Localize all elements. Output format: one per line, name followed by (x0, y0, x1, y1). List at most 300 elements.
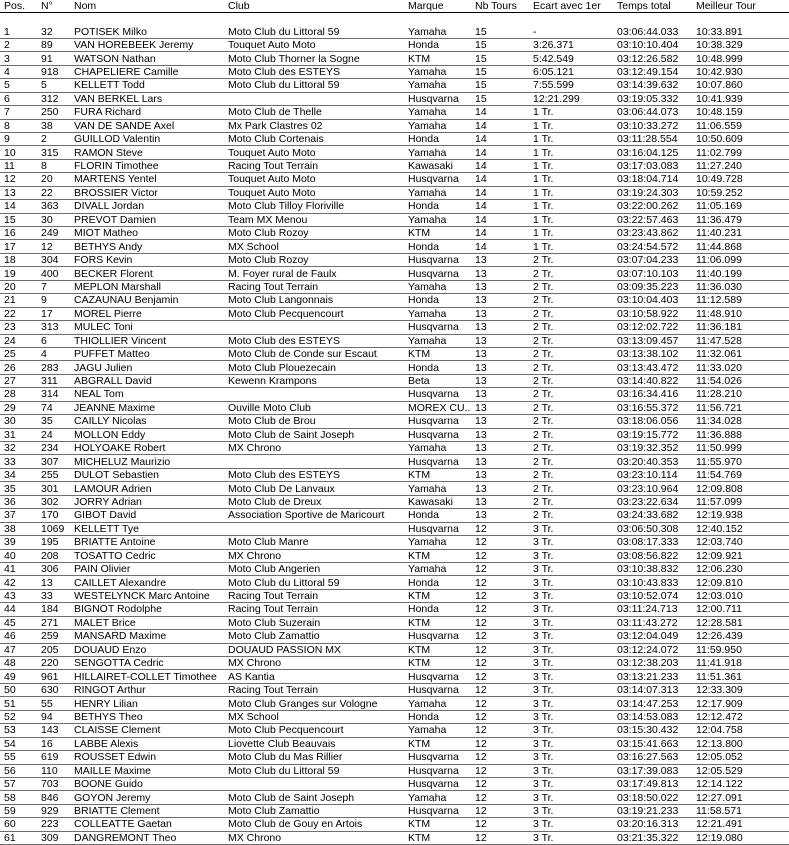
cell-brand: KTM (404, 589, 471, 602)
cell-name: LABBE Alexis (70, 737, 224, 750)
cell-pos: 26 (0, 361, 37, 374)
cell-laps: 14 (471, 240, 529, 253)
cell-number: 961 (37, 670, 70, 683)
cell-number: 143 (37, 724, 70, 737)
cell-name: RAMON Steve (70, 146, 224, 159)
cell-brand: Husqvarna (404, 764, 471, 777)
cell-pos: 32 (0, 442, 37, 455)
cell-number: 220 (37, 657, 70, 670)
table-row (0, 751, 789, 764)
cell-laps: 14 (471, 119, 529, 132)
cell-name: LAMOUR Adrien (70, 482, 224, 495)
cell-number: 110 (37, 764, 70, 777)
cell-number: 195 (37, 536, 70, 549)
table-row (0, 415, 789, 428)
cell-pos: 49 (0, 670, 37, 683)
cell-pos: 8 (0, 119, 37, 132)
cell-gap: - (529, 25, 613, 38)
cell-club: Team MX Menou (224, 213, 404, 226)
cell-brand: Honda (404, 576, 471, 589)
cell-total-time: 03:20:16.313 (613, 818, 692, 831)
cell-pos: 16 (0, 227, 37, 240)
cell-pos: 17 (0, 240, 37, 253)
cell-pos: 56 (0, 764, 37, 777)
cell-number: 255 (37, 468, 70, 481)
cell-gap: 1 Tr. (529, 186, 613, 199)
cell-gap: 3 Tr. (529, 616, 613, 629)
cell-club: Moto Club Pecquencourt (224, 307, 404, 320)
cell-gap: 1 Tr. (529, 132, 613, 145)
cell-gap: 2 Tr. (529, 307, 613, 320)
cell-best-lap: 12:17.909 (692, 697, 789, 710)
cell-pos: 57 (0, 777, 37, 790)
table-row (0, 468, 789, 481)
cell-laps: 12 (471, 791, 529, 804)
table-row (0, 186, 789, 199)
cell-club: Ouville Moto Club (224, 401, 404, 414)
cell-pos: 54 (0, 737, 37, 750)
cell-total-time: 03:23:43.862 (613, 227, 692, 240)
header-laps: Nb Tours (471, 0, 529, 13)
cell-number: 9 (37, 294, 70, 307)
cell-name: PUFFET Matteo (70, 347, 224, 360)
cell-name: MAILLE Maxime (70, 764, 224, 777)
cell-gap: 3 Tr. (529, 737, 613, 750)
cell-gap: 3 Tr. (529, 777, 613, 790)
cell-gap: 2 Tr. (529, 415, 613, 428)
cell-gap: 3 Tr. (529, 751, 613, 764)
cell-gap: 3 Tr. (529, 657, 613, 670)
cell-name: HENRY Lilian (70, 697, 224, 710)
cell-total-time: 03:22:00.262 (613, 200, 692, 213)
cell-gap: 2 Tr. (529, 361, 613, 374)
cell-club: Moto Club des ESTEYS (224, 65, 404, 78)
cell-number: 249 (37, 227, 70, 240)
cell-best-lap: 12:33.309 (692, 683, 789, 696)
cell-name: KELLETT Tye (70, 522, 224, 535)
table-row (0, 92, 789, 105)
cell-gap: 2 Tr. (529, 267, 613, 280)
cell-club: Racing Tout Terrain (224, 603, 404, 616)
cell-pos: 43 (0, 589, 37, 602)
cell-best-lap: 12:04.758 (692, 724, 789, 737)
cell-brand: Yamaha (404, 65, 471, 78)
cell-total-time: 03:16:27.563 (613, 751, 692, 764)
cell-brand: Yamaha (404, 791, 471, 804)
cell-total-time: 03:08:17.333 (613, 536, 692, 549)
cell-total-time: 03:10:33.272 (613, 119, 692, 132)
cell-gap: 2 Tr. (529, 388, 613, 401)
cell-brand: Yamaha (404, 307, 471, 320)
cell-laps: 12 (471, 710, 529, 723)
cell-number: 55 (37, 697, 70, 710)
cell-laps: 15 (471, 79, 529, 92)
cell-brand: KTM (404, 227, 471, 240)
cell-best-lap: 10:59.252 (692, 186, 789, 199)
cell-pos: 7 (0, 106, 37, 119)
cell-club: Moto Club Pecquencourt (224, 724, 404, 737)
cell-best-lap: 11:54.769 (692, 468, 789, 481)
cell-name: GOYON Jeremy (70, 791, 224, 804)
table-row (0, 347, 789, 360)
cell-gap: 3 Tr. (529, 683, 613, 696)
header-spacer (0, 13, 789, 26)
cell-club: Liovette Club Beauvais (224, 737, 404, 750)
cell-number: 302 (37, 495, 70, 508)
cell-brand: KTM (404, 549, 471, 562)
cell-name: BETHYS Theo (70, 710, 224, 723)
cell-pos: 2 (0, 38, 37, 51)
cell-club: Racing Tout Terrain (224, 683, 404, 696)
cell-total-time: 03:18:50.022 (613, 791, 692, 804)
cell-best-lap: 12:14.122 (692, 777, 789, 790)
cell-gap: 2 Tr. (529, 334, 613, 347)
cell-number: 91 (37, 52, 70, 65)
cell-best-lap: 12:06.230 (692, 562, 789, 575)
cell-best-lap: 11:56.721 (692, 401, 789, 414)
cell-gap: 2 Tr. (529, 468, 613, 481)
cell-best-lap: 12:40.152 (692, 522, 789, 535)
header-total-time: Temps total (613, 0, 692, 13)
table-row (0, 132, 789, 145)
cell-total-time: 03:07:10.103 (613, 267, 692, 280)
table-row (0, 495, 789, 508)
cell-club (224, 455, 404, 468)
cell-laps: 13 (471, 509, 529, 522)
cell-total-time: 03:12:26.582 (613, 52, 692, 65)
table-row (0, 616, 789, 629)
cell-number: 315 (37, 146, 70, 159)
cell-total-time: 03:11:24.713 (613, 603, 692, 616)
cell-number: 703 (37, 777, 70, 790)
cell-club: Moto Club de Saint Joseph (224, 791, 404, 804)
table-row (0, 562, 789, 575)
cell-total-time: 03:06:44.073 (613, 106, 692, 119)
cell-name: DOUAUD Enzo (70, 643, 224, 656)
cell-name: MEPLON Marshall (70, 280, 224, 293)
table-row (0, 52, 789, 65)
cell-total-time: 03:23:22.634 (613, 495, 692, 508)
cell-gap: 2 Tr. (529, 455, 613, 468)
cell-gap: 2 Tr. (529, 347, 613, 360)
table-row (0, 321, 789, 334)
cell-number: 38 (37, 119, 70, 132)
cell-best-lap: 10:50.609 (692, 132, 789, 145)
cell-pos: 33 (0, 455, 37, 468)
cell-total-time: 03:07:04.233 (613, 253, 692, 266)
table-row (0, 724, 789, 737)
cell-club: Moto Club des ESTEYS (224, 334, 404, 347)
cell-total-time: 03:10:52.074 (613, 589, 692, 602)
header-club: Club (224, 0, 404, 13)
cell-number: 16 (37, 737, 70, 750)
cell-club: Moto Club De Lanvaux (224, 482, 404, 495)
cell-name: RINGOT Arthur (70, 683, 224, 696)
cell-gap: 2 Tr. (529, 482, 613, 495)
cell-brand: Beta (404, 374, 471, 387)
table-row (0, 25, 789, 38)
cell-brand: Yamaha (404, 442, 471, 455)
cell-name: BOONE Guido (70, 777, 224, 790)
cell-laps: 13 (471, 442, 529, 455)
cell-club (224, 92, 404, 105)
cell-club: DOUAUD PASSION MX (224, 643, 404, 656)
cell-total-time: 03:10:38.832 (613, 562, 692, 575)
cell-pos: 9 (0, 132, 37, 145)
table-row (0, 710, 789, 723)
cell-number: 1069 (37, 522, 70, 535)
cell-laps: 12 (471, 643, 529, 656)
cell-gap: 2 Tr. (529, 294, 613, 307)
cell-pos: 48 (0, 657, 37, 670)
cell-number: 306 (37, 562, 70, 575)
cell-total-time: 03:14:07.313 (613, 683, 692, 696)
table-row (0, 294, 789, 307)
cell-gap: 1 Tr. (529, 106, 613, 119)
cell-laps: 14 (471, 213, 529, 226)
cell-total-time: 03:12:38.203 (613, 657, 692, 670)
table-row (0, 119, 789, 132)
cell-total-time: 03:12:49.154 (613, 65, 692, 78)
cell-gap: 6:05.121 (529, 65, 613, 78)
cell-best-lap: 12:19.080 (692, 831, 789, 844)
cell-laps: 14 (471, 227, 529, 240)
cell-total-time: 03:11:43.272 (613, 616, 692, 629)
cell-gap: 3 Tr. (529, 603, 613, 616)
cell-laps: 13 (471, 361, 529, 374)
cell-number: 35 (37, 415, 70, 428)
cell-number: 283 (37, 361, 70, 374)
cell-number: 94 (37, 710, 70, 723)
table-row (0, 630, 789, 643)
header-pos: Pos. (0, 0, 37, 13)
cell-laps: 14 (471, 186, 529, 199)
cell-best-lap: 10:49.728 (692, 173, 789, 186)
cell-laps: 13 (471, 307, 529, 320)
cell-brand: KTM (404, 468, 471, 481)
cell-total-time: 03:11:28.554 (613, 132, 692, 145)
cell-name: VAN DE SANDE Axel (70, 119, 224, 132)
cell-total-time: 03:18:04.714 (613, 173, 692, 186)
cell-club: Association Sportive de Maricourt (224, 509, 404, 522)
cell-gap: 3 Tr. (529, 764, 613, 777)
cell-best-lap: 11:57.099 (692, 495, 789, 508)
cell-pos: 46 (0, 630, 37, 643)
cell-gap: 1 Tr. (529, 119, 613, 132)
cell-laps: 15 (471, 38, 529, 51)
cell-best-lap: 11:47.528 (692, 334, 789, 347)
cell-total-time: 03:14:47.253 (613, 697, 692, 710)
table-row (0, 173, 789, 186)
cell-gap: 1 Tr. (529, 146, 613, 159)
cell-pos: 36 (0, 495, 37, 508)
cell-name: MOREL Pierre (70, 307, 224, 320)
cell-laps: 14 (471, 159, 529, 172)
cell-club: Moto Club Thorner la Sogne (224, 52, 404, 65)
cell-pos: 21 (0, 294, 37, 307)
table-row (0, 38, 789, 51)
cell-laps: 12 (471, 630, 529, 643)
cell-best-lap: 12:00.711 (692, 603, 789, 616)
cell-laps: 13 (471, 428, 529, 441)
cell-club: MX Chrono (224, 549, 404, 562)
table-row (0, 428, 789, 441)
cell-name: CLAISSE Clement (70, 724, 224, 737)
cell-brand: Yamaha (404, 213, 471, 226)
header-name: Nom (70, 0, 224, 13)
cell-club: Moto Club Cortenais (224, 132, 404, 145)
cell-total-time: 03:19:15.772 (613, 428, 692, 441)
cell-number: 13 (37, 576, 70, 589)
cell-brand: Husqvarna (404, 683, 471, 696)
cell-number: 250 (37, 106, 70, 119)
cell-club: Kewenn Krampons (224, 374, 404, 387)
table-row (0, 576, 789, 589)
cell-laps: 12 (471, 589, 529, 602)
cell-name: MANSARD Maxime (70, 630, 224, 643)
cell-club: Racing Tout Terrain (224, 280, 404, 293)
cell-number: 311 (37, 374, 70, 387)
cell-club: MX Chrono (224, 831, 404, 844)
cell-brand: Husqvarna (404, 630, 471, 643)
cell-total-time: 03:08:56.822 (613, 549, 692, 562)
cell-club: Moto Club Plouezecain (224, 361, 404, 374)
cell-gap: 2 Tr. (529, 321, 613, 334)
cell-name: BRIATTE Clement (70, 804, 224, 817)
cell-number: 5 (37, 79, 70, 92)
cell-pos: 29 (0, 401, 37, 414)
cell-brand: Husqvarna (404, 253, 471, 266)
cell-number: 8 (37, 159, 70, 172)
cell-laps: 12 (471, 549, 529, 562)
cell-laps: 14 (471, 132, 529, 145)
cell-gap: 3 Tr. (529, 576, 613, 589)
results-body (0, 25, 789, 844)
cell-gap: 3 Tr. (529, 562, 613, 575)
cell-club: Moto Club de Brou (224, 415, 404, 428)
cell-total-time: 03:19:21.233 (613, 804, 692, 817)
cell-gap: 3 Tr. (529, 536, 613, 549)
cell-pos: 30 (0, 415, 37, 428)
cell-laps: 13 (471, 468, 529, 481)
cell-name: VAN BERKEL Lars (70, 92, 224, 105)
cell-gap: 3 Tr. (529, 724, 613, 737)
cell-number: 301 (37, 482, 70, 495)
cell-total-time: 03:15:41.663 (613, 737, 692, 750)
cell-club: Mx Park Clastres 02 (224, 119, 404, 132)
cell-brand: KTM (404, 737, 471, 750)
cell-brand: Husqvarna (404, 173, 471, 186)
table-row (0, 522, 789, 535)
cell-brand: KTM (404, 616, 471, 629)
cell-best-lap: 11:48.910 (692, 307, 789, 320)
table-row (0, 697, 789, 710)
cell-number: 304 (37, 253, 70, 266)
cell-laps: 12 (471, 697, 529, 710)
cell-club: MX School (224, 240, 404, 253)
cell-club (224, 522, 404, 535)
cell-number: 259 (37, 630, 70, 643)
cell-laps: 12 (471, 751, 529, 764)
cell-pos: 13 (0, 186, 37, 199)
cell-name: WESTELYNCK Marc Antoine (70, 589, 224, 602)
cell-number: 208 (37, 549, 70, 562)
cell-laps: 14 (471, 200, 529, 213)
cell-best-lap: 11:36.030 (692, 280, 789, 293)
header-number: N° (37, 0, 70, 13)
table-row (0, 146, 789, 159)
cell-gap: 3:26.371 (529, 38, 613, 51)
cell-pos: 1 (0, 25, 37, 38)
cell-name: BIGNOT Rodolphe (70, 603, 224, 616)
cell-brand: Honda (404, 240, 471, 253)
cell-pos: 19 (0, 267, 37, 280)
cell-name: JAGU Julien (70, 361, 224, 374)
cell-pos: 14 (0, 200, 37, 213)
cell-best-lap: 11:36.181 (692, 321, 789, 334)
cell-pos: 20 (0, 280, 37, 293)
cell-gap: 3 Tr. (529, 697, 613, 710)
cell-laps: 14 (471, 146, 529, 159)
cell-laps: 12 (471, 536, 529, 549)
cell-laps: 15 (471, 52, 529, 65)
cell-club (224, 388, 404, 401)
cell-best-lap: 12:28.581 (692, 616, 789, 629)
cell-gap: 2 Tr. (529, 442, 613, 455)
cell-pos: 4 (0, 65, 37, 78)
cell-pos: 53 (0, 724, 37, 737)
cell-best-lap: 12:09.921 (692, 549, 789, 562)
cell-pos: 34 (0, 468, 37, 481)
cell-gap: 1 Tr. (529, 200, 613, 213)
cell-laps: 13 (471, 482, 529, 495)
cell-laps: 13 (471, 495, 529, 508)
table-row (0, 361, 789, 374)
cell-number: 363 (37, 200, 70, 213)
cell-laps: 15 (471, 65, 529, 78)
table-row (0, 455, 789, 468)
cell-club: Moto Club Manre (224, 536, 404, 549)
cell-laps: 13 (471, 347, 529, 360)
cell-pos: 55 (0, 751, 37, 764)
cell-total-time: 03:13:21.233 (613, 670, 692, 683)
cell-best-lap: 12:13.800 (692, 737, 789, 750)
cell-number: 313 (37, 321, 70, 334)
cell-brand: Honda (404, 132, 471, 145)
cell-pos: 47 (0, 643, 37, 656)
cell-best-lap: 11:36.888 (692, 428, 789, 441)
cell-laps: 12 (471, 670, 529, 683)
cell-name: VAN HOREBEEK Jeremy (70, 38, 224, 51)
cell-best-lap: 11:28.210 (692, 388, 789, 401)
cell-brand: Honda (404, 361, 471, 374)
cell-brand: Yamaha (404, 536, 471, 549)
cell-name: MALET Brice (70, 616, 224, 629)
cell-brand: Yamaha (404, 334, 471, 347)
cell-pos: 60 (0, 818, 37, 831)
table-row (0, 267, 789, 280)
cell-club: Moto Club Suzerain (224, 616, 404, 629)
table-row (0, 549, 789, 562)
cell-total-time: 03:16:55.372 (613, 401, 692, 414)
table-row (0, 509, 789, 522)
cell-best-lap: 10:42.930 (692, 65, 789, 78)
cell-gap: 3 Tr. (529, 643, 613, 656)
table-row (0, 683, 789, 696)
header-best-lap: Meilleur Tour (692, 0, 789, 13)
table-row (0, 227, 789, 240)
cell-laps: 13 (471, 401, 529, 414)
